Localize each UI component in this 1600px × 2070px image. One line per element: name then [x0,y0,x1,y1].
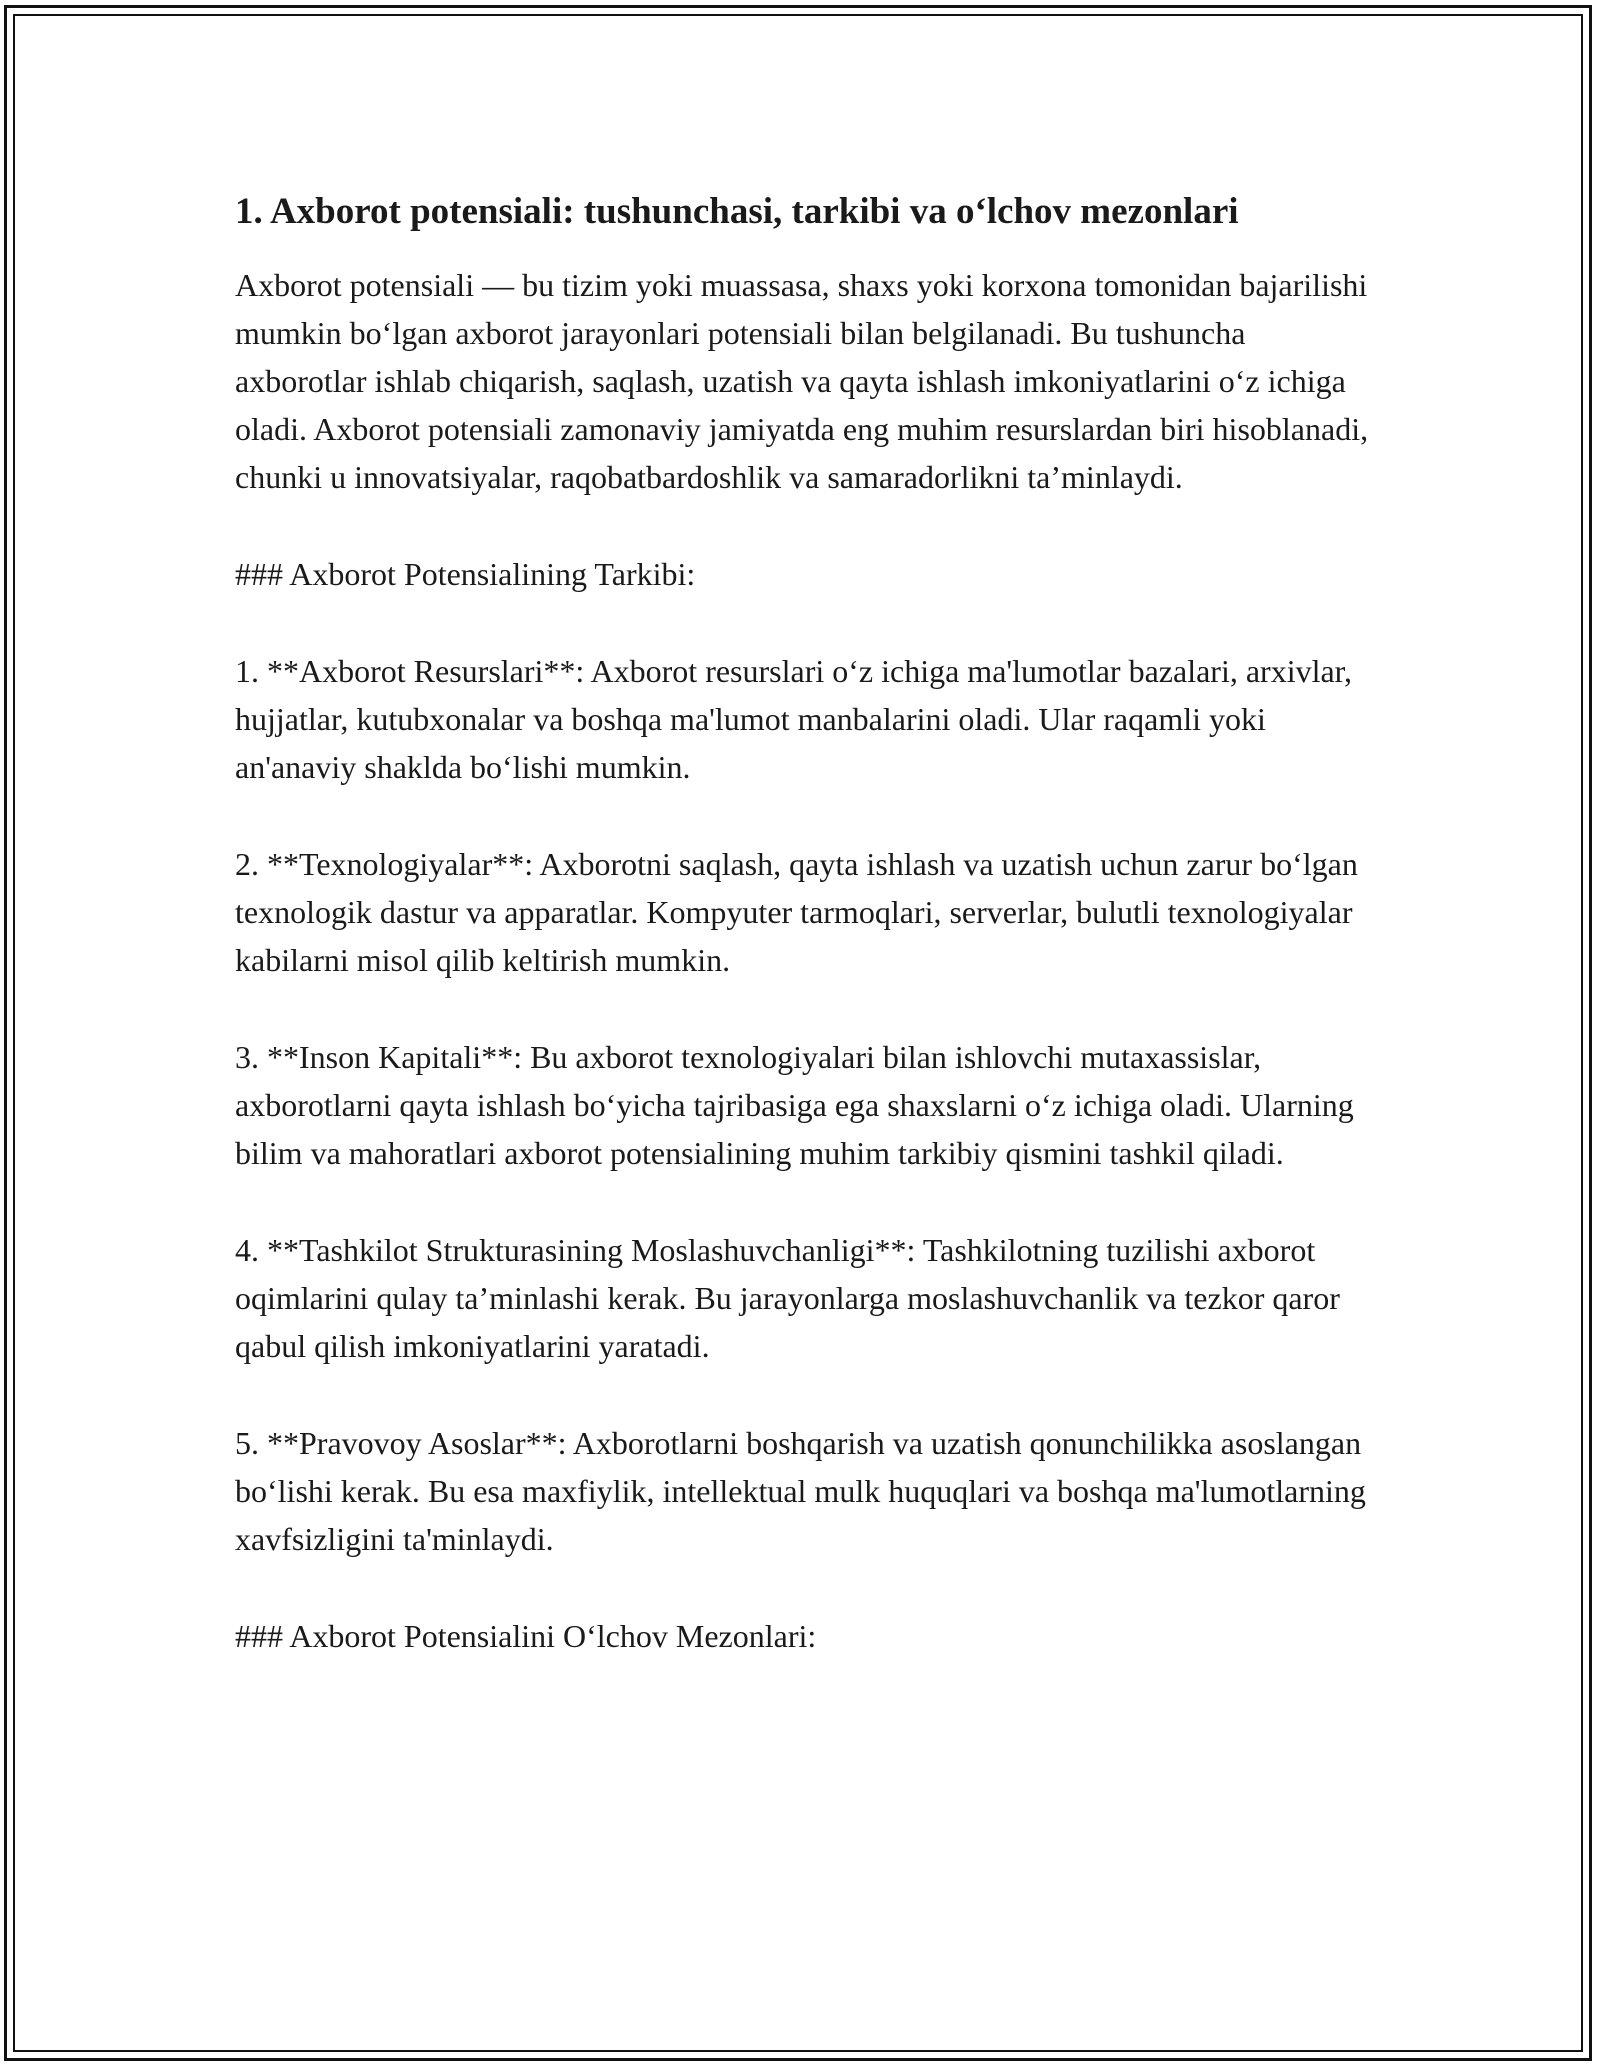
intro-paragraph: Axborot potensiali — bu tizim yoki muassasa, shaxs yoki korxona tomonidan bajarilishi mumkin bo‘lgan axborot jarayonlari potensiali bilan belgilanadi. Bu tushuncha axborotlar ishlab chiqarish, saqlash, uzatish va qayta ishlash imkoniyatlarini o‘z ichiga oladi. Axborot potensiali zamonaviy jamiyatda eng muhim resurslardan biri hisoblanadi, chunki u innovatsiyalar, raqobatbardoshlik va samaradorlikni ta’minlaydi. [235,267,1369,495]
list-item-organization-structure: 4. **Tashkilot Strukturasining Moslashuvchanligi**: Tashkilotning tuzilishi axborot oqimlarini qulay ta’minlashi kerak. Bu jarayonlarga moslashuvchanlik va tezkor qaror qabul qilish imkoniyatlarini yaratadi. [235,1232,1340,1364]
list-item-resources: 1. **Axborot Resurslari**: Axborot resurslari o‘z ichiga ma'lumotlar bazalari, arxivlar, hujjatlar, kutubxonalar va boshqa ma'lumot manbalarini oladi. Ular raqamli yoki an'anaviy shaklda bo‘lishi mumkin. [235,653,1353,785]
list-item-legal-basis: 5. **Pravovoy Asoslar**: Axborotlarni boshqarish va uzatish qonunchilikka asoslangan bo‘lishi kerak. Bu esa maxfiylik, intellektual mulk huquqlari va boshqa ma'lumotlarning xavfsizligini ta'minlaydi. [235,1425,1366,1557]
document-body [235,185,1375,1660]
list-item-human-capital: 3. **Inson Kapitali**: Bu axborot texnologiyalari bilan ishlovchi mutaxassislar, axborotlarni qayta ishlash bo‘yicha tajribasiga ega shaxslarni o‘z ichiga oladi. Ularning bilim va mahoratlari axborot potensialining muhim tarkibiy qismini tashkil qiladi. [235,1039,1354,1171]
section-heading-criteria: ### Axborot Potensialini O‘lchov Mezonlari: [235,1618,817,1654]
document-title: 1. Axborot potensiali: tushunchasi, tarkibi va o‘lchov mezonlari [235,191,1239,232]
section-heading-composition: ### Axborot Potensialining Tarkibi: [235,556,696,592]
list-item-technologies: 2. **Texnologiyalar**: Axborotni saqlash, qayta ishlash va uzatish uchun zarur bo‘lgan texnologik dastur va apparatlar. Kompyuter tarmoqlari, serverlar, bulutli texnologiyalar kabilarni misol qilib keltirish mumkin. [235,846,1358,978]
